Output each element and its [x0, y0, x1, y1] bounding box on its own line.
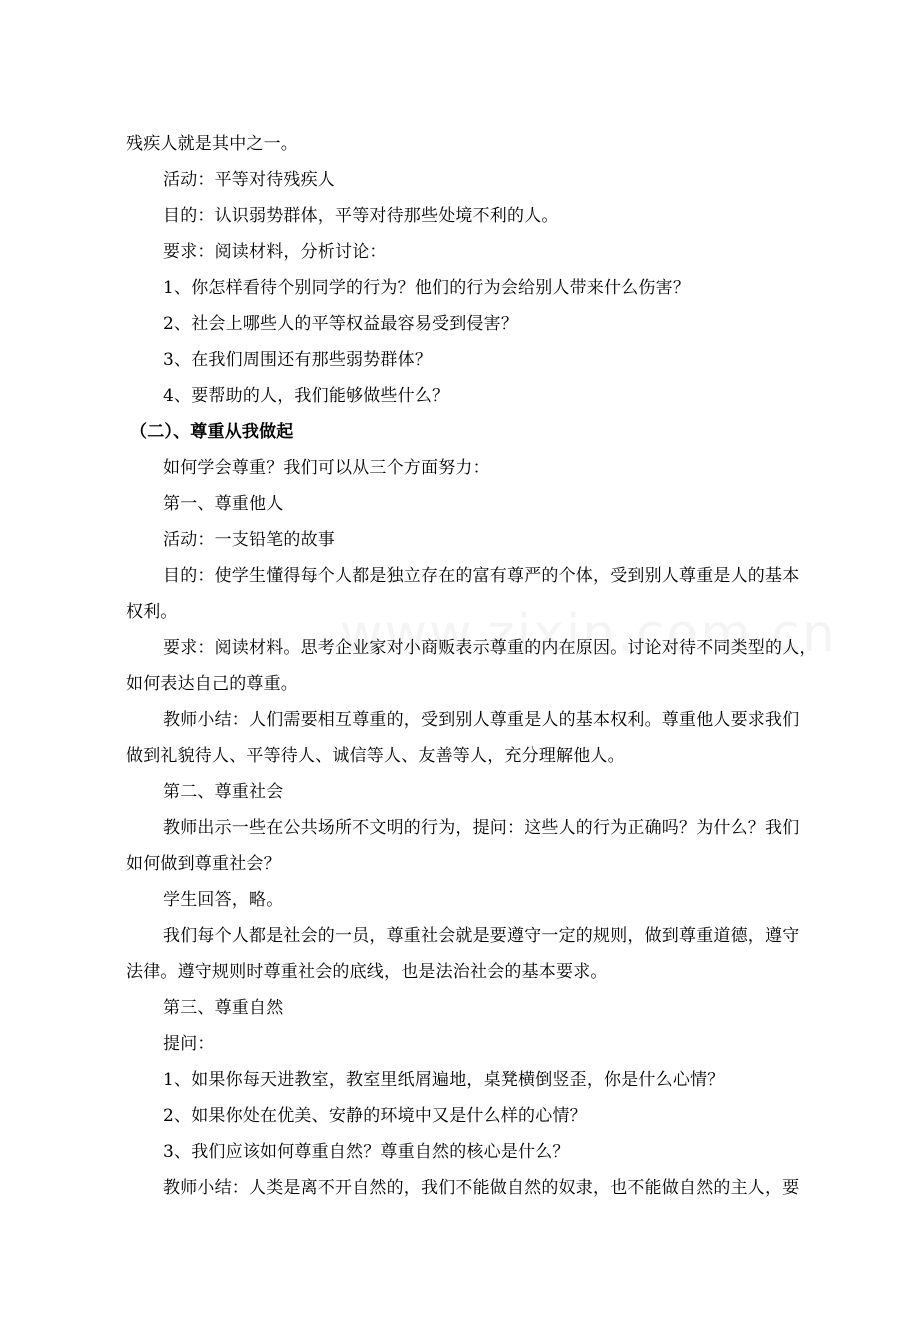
list-item: 2、社会上哪些人的平等权益最容易受到侵害？ — [163, 314, 519, 334]
subsection-title: 第三、尊重自然 — [163, 998, 284, 1018]
paragraph-line: 权利。 — [126, 602, 178, 622]
subsection-title: 第一、尊重他人 — [163, 494, 284, 514]
paragraph-line: 残疾人就是其中之一。 — [126, 134, 298, 154]
paragraph-line: 要求：阅读材料，分析讨论： — [163, 242, 387, 262]
paragraph-line: 目的：使学生懂得每个人都是独立存在的富有尊严的个体，受到别人尊重是人的基本 — [163, 566, 800, 586]
paragraph-line: 教师出示一些在公共场所不文明的行为，提问：这些人的行为正确吗？为什么？我们 — [163, 818, 800, 838]
list-item: 4、要帮助的人，我们能够做些什么？ — [163, 386, 450, 406]
paragraph-line: 如何表达自己的尊重。 — [126, 674, 298, 694]
list-item: 1、如果你每天进教室，教室里纸屑遍地，桌凳横倒竖歪，你是什么心情？ — [163, 1070, 725, 1090]
paragraph-line: 要求：阅读材料。思考企业家对小商贩表示尊重的内在原因。讨论对待不同类型的人， — [163, 638, 817, 658]
document-body — [126, 126, 848, 1206]
paragraph-line: 学生回答，略。 — [163, 890, 284, 910]
paragraph-line: 做到礼貌待人、平等待人、诚信等人、友善等人，充分理解他人。 — [126, 746, 625, 766]
paragraph-line: 法律。遵守规则时尊重社会的底线，也是法治社会的基本要求。 — [126, 962, 608, 982]
section-heading: （二）、尊重从我做起 — [130, 422, 294, 442]
paragraph-line: 我们每个人都是社会的一员，尊重社会就是要遵守一定的规则，做到尊重道德，遵守 — [163, 926, 800, 946]
list-item: 3、在我们周围还有那些弱势群体？ — [163, 350, 433, 370]
paragraph-line: 活动：平等对待残疾人 — [163, 170, 335, 190]
paragraph-line: 教师小结：人们需要相互尊重的，受到别人尊重是人的基本权利。尊重他人要求我们 — [163, 710, 800, 730]
list-item: 1、你怎样看待个别同学的行为？他们的行为会给别人带来什么伤害？ — [163, 278, 691, 298]
paragraph-line: 如何做到尊重社会？ — [126, 854, 281, 874]
list-item: 3、我们应该如何尊重自然？尊重自然的核心是什么？ — [163, 1142, 570, 1162]
paragraph-line: 提问： — [163, 1034, 215, 1054]
paragraph-line: 活动：一支铅笔的故事 — [163, 530, 335, 550]
paragraph-line: 如何学会尊重？我们可以从三个方面努力： — [163, 458, 490, 478]
list-item: 2、如果你处在优美、安静的环境中又是什么样的心情？ — [163, 1106, 587, 1126]
paragraph-line: 教师小结：人类是离不开自然的，我们不能做自然的奴隶，也不能做自然的主人，要 — [163, 1178, 800, 1198]
paragraph-line: 目的：认识弱势群体，平等对待那些处境不利的人。 — [163, 206, 559, 226]
subsection-title: 第二、尊重社会 — [163, 782, 284, 802]
